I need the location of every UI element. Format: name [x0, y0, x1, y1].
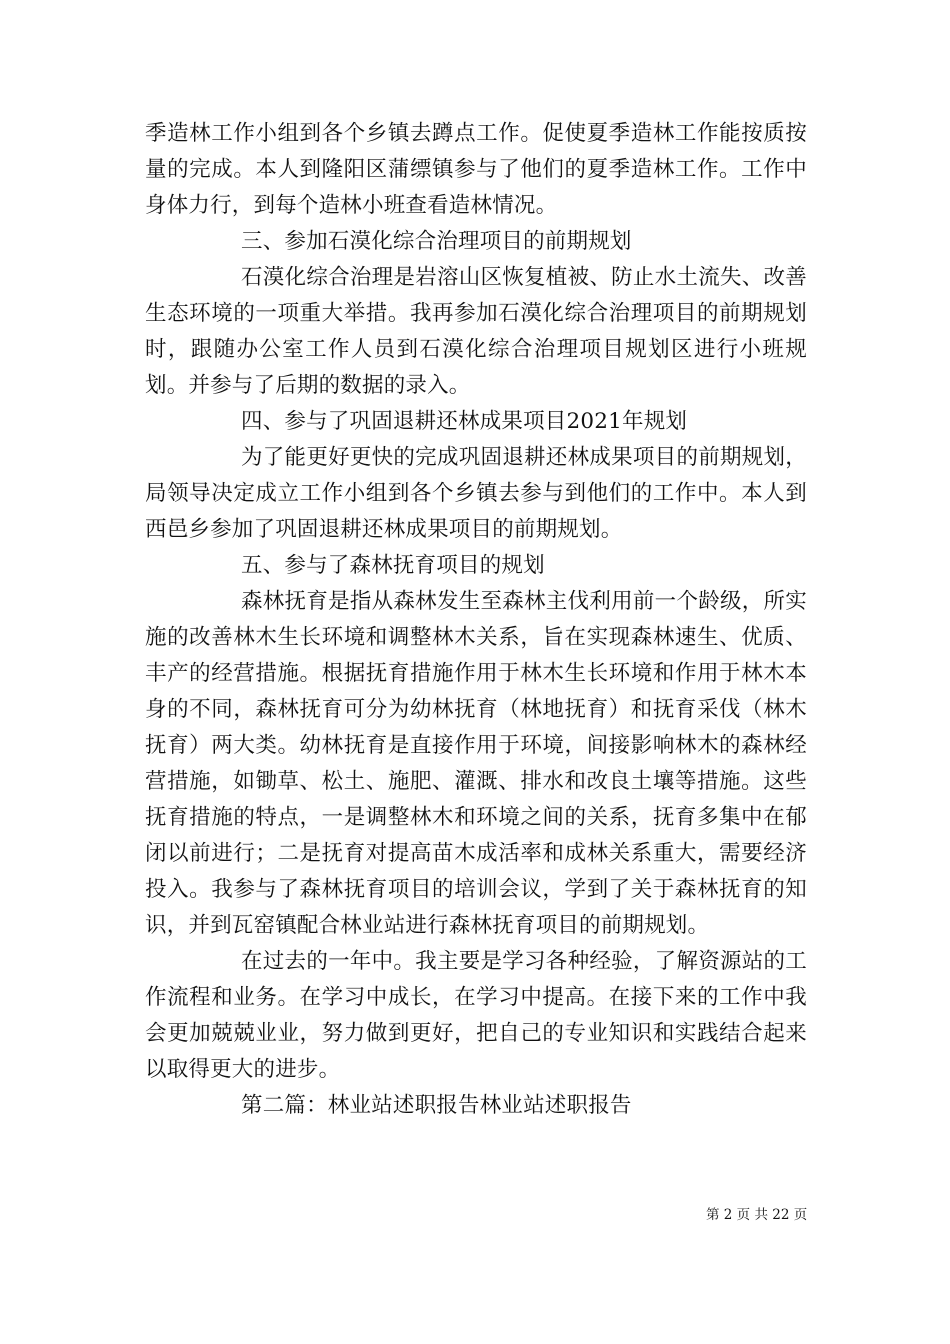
paragraph-desertification: 石漠化综合治理是岩溶山区恢复植被、防止水土流失、改善生态环境的一项重大举措。我再参加石漠化综合治理项目的前期规划时，跟随办公室工作人员到石漠化综合治理项目规划区进行小班规划。并参与了后期的数据的录入。	[145, 265, 807, 398]
section-heading-4: 四、参与了巩固退耕还林成果项目2021年规划	[241, 409, 688, 434]
section-heading-3: 三、参加石漠化综合治理项目的前期规划	[241, 229, 632, 254]
paragraph-forest-tending: 森林抚育是指从森林发生至森林主伐利用前一个龄级，所实施的改善林木生长环境和调整林木关系，旨在实现森林速生、优质、丰产的经营措施。根据抚育措施作用于林木生长环境和作用于林木本身的不同，森林抚育可分为幼林抚育（林地抚育）和抚育采伐（林木抚育）两大类。幼林抚育是直接作用于环境，间接影响林木的森林经营措施，如锄草、松土、施肥、灌溉、排水和改良土壤等措施。这些抚育措施的特点，一是调整林木和环境之间的关系，抚育多集中在郁闭以前进行；二是抚育对提高苗木成活率和成林关系重大，需要经济投入。我参与了森林抚育项目的培训会议，学到了关于森林抚育的知识，并到瓦窑镇配合林业站进行森林抚育项目的前期规划。	[145, 589, 807, 938]
paragraph-summary: 在过去的一年中。我主要是学习各种经验，了解资源站的工作流程和业务。在学习中成长，在学习中提高。在接下来的工作中我会更加兢兢业业，努力做到更好，把自己的专业知识和实践结合起来以取得更大的进步。	[145, 949, 807, 1082]
document-page	[145, 116, 807, 1124]
section-heading-5: 五、参与了森林抚育项目的规划	[241, 553, 545, 578]
paragraph-reforestation: 为了能更好更快的完成巩固退耕还林成果项目的前期规划，局领导决定成立工作小组到各个乡镇去参与到他们的工作中。本人到西邑乡参加了巩固退耕还林成果项目的前期规划。	[145, 445, 807, 542]
chapter-heading-2: 第二篇：林业站述职报告林业站述职报告	[241, 1093, 632, 1118]
page-number-footer: 第 2 页 共 22 页	[706, 1207, 808, 1223]
paragraph-continued: 季造林工作小组到各个乡镇去蹲点工作。促使夏季造林工作能按质按量的完成。本人到隆阳区蒲缥镇参与了他们的夏季造林工作。工作中身体力行，到每个造林小班查看造林情况。	[145, 121, 807, 218]
